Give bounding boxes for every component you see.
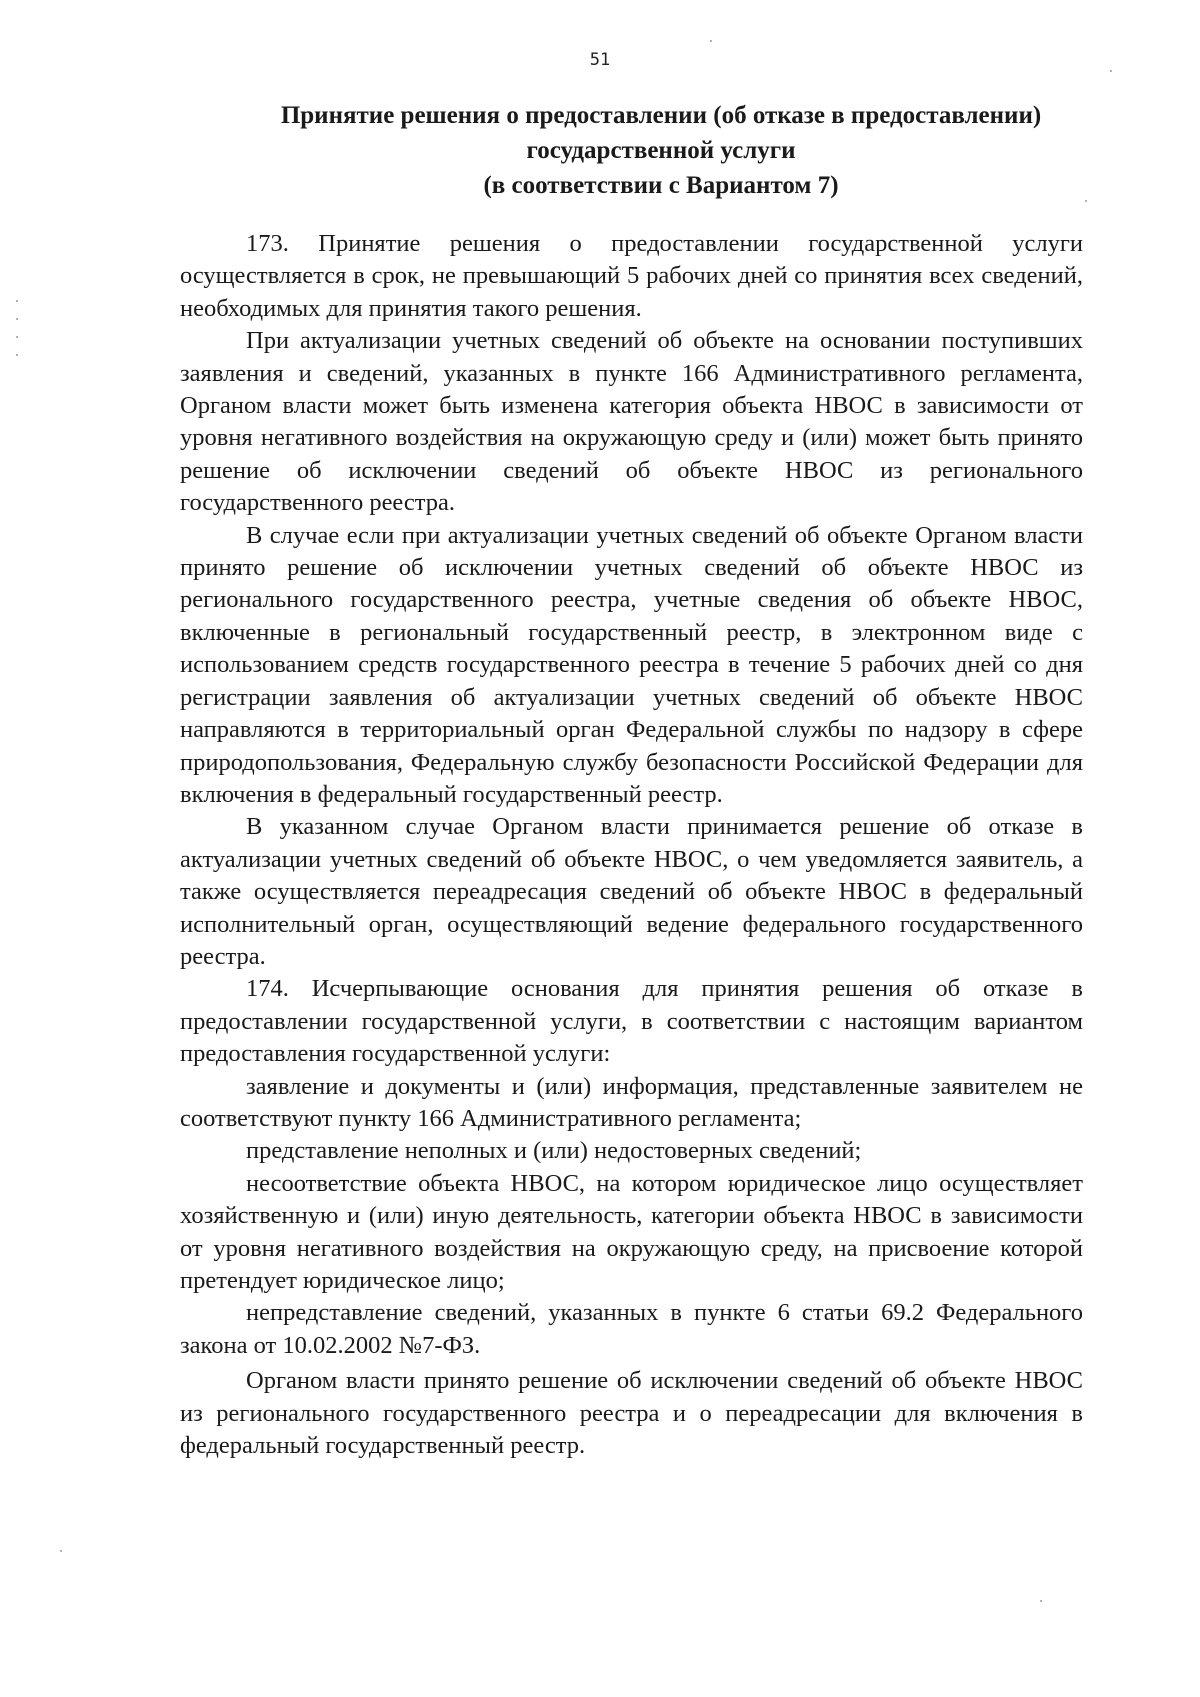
paragraph-173: 173. Принятие решения о предоставлении государственной услуги осуществляется в срок, не превышающий 5 рабочих дней со принятия всех сведений, необходимых для принятия такого решения.	[180, 230, 1083, 322]
scan-speck	[16, 354, 18, 356]
paragraph: В указанном случае Органом власти принимается решение об отказе в актуализации учетных сведений об объекте НВОС, о чем уведомляется заявитель, а также осуществляется переадресация сведений об объекте НВОС в федеральный исполнительный орган, осуществляющий ведение федерального государственного реестра.	[180, 813, 1083, 970]
list-item: заявление и документы и (или) информация, представленные заявителем не соответствуют пункту 166 Административного регламента;	[180, 1072, 1083, 1132]
scan-speck	[16, 336, 18, 338]
scan-speck	[1085, 200, 1087, 202]
document-body	[180, 228, 1083, 1462]
list-item: несоответствие объекта НВОС, на котором юридическое лицо осуществляет хозяйственную и (или) иную деятельность, категории объекта НВОС в зависимости от уровня негативного воздействия на окружающую среду, на присвоение которой претендует юридическое лицо;	[180, 1169, 1083, 1294]
heading-line-2: государственной услуги	[526, 137, 796, 164]
scan-speck	[60, 1550, 62, 1552]
list-item: представление неполных и (или) недостоверных сведений;	[246, 1137, 862, 1165]
list-item: непредставление сведений, указанных в пункте 6 статьи 69.2 Федерального закона от 10.02.2002 №7-ФЗ.	[180, 1299, 1083, 1359]
scan-speck	[710, 40, 712, 42]
heading-line-3: (в соответствии с Вариантом 7)	[483, 172, 839, 199]
page-number: 51	[589, 50, 611, 70]
scan-speck	[1110, 70, 1112, 72]
section-heading	[240, 98, 1082, 203]
paragraph: При актуализации учетных сведений об объекте на основании поступивших заявления и сведений, указанных в пункте 166 Административного регламента, Органом власти может быть изменена категория объекта НВОС в зависимости от уровня негативного воздействия на окружающую среду и (или) может быть принято решение об исключении сведений об объекте НВОС из регионального государственного реестра.	[180, 327, 1083, 517]
heading-line-1: Принятие решения о предоставлении (об отказе в предоставлении)	[280, 102, 1042, 129]
scan-speck	[1040, 1600, 1042, 1602]
scan-speck	[16, 300, 18, 302]
scan-speck	[16, 318, 18, 320]
paragraph-174: 174. Исчерпывающие основания для принятия решения об отказе в предоставлении государственной услуги, в соответствии с настоящим вариантом предоставления государственной услуги:	[180, 975, 1083, 1068]
paragraph: В случае если при актуализации учетных сведений об объекте Органом власти принято решение об исключении учетных сведений об объекте НВОС из регионального государственного реестра, учетные сведения об объекте НВОС, включенные в региональный государственный реестр, в электронном виде с использованием средств государственного реестра в течение 5 рабочих дней со дня регистрации заявления об актуализации учетных сведений об объекте НВОС направляются в территориальный орган Федеральной службы по надзору в сфере природопользования, Федеральную службу безопасности Российской Федерации для включения в федеральный государственный реестр.	[180, 521, 1083, 808]
paragraph: Органом власти принято решение об исключении сведений об объекте НВОС из регионального государственного реестра и о переадресации для включения в федеральный государственный реестр.	[180, 1367, 1083, 1460]
